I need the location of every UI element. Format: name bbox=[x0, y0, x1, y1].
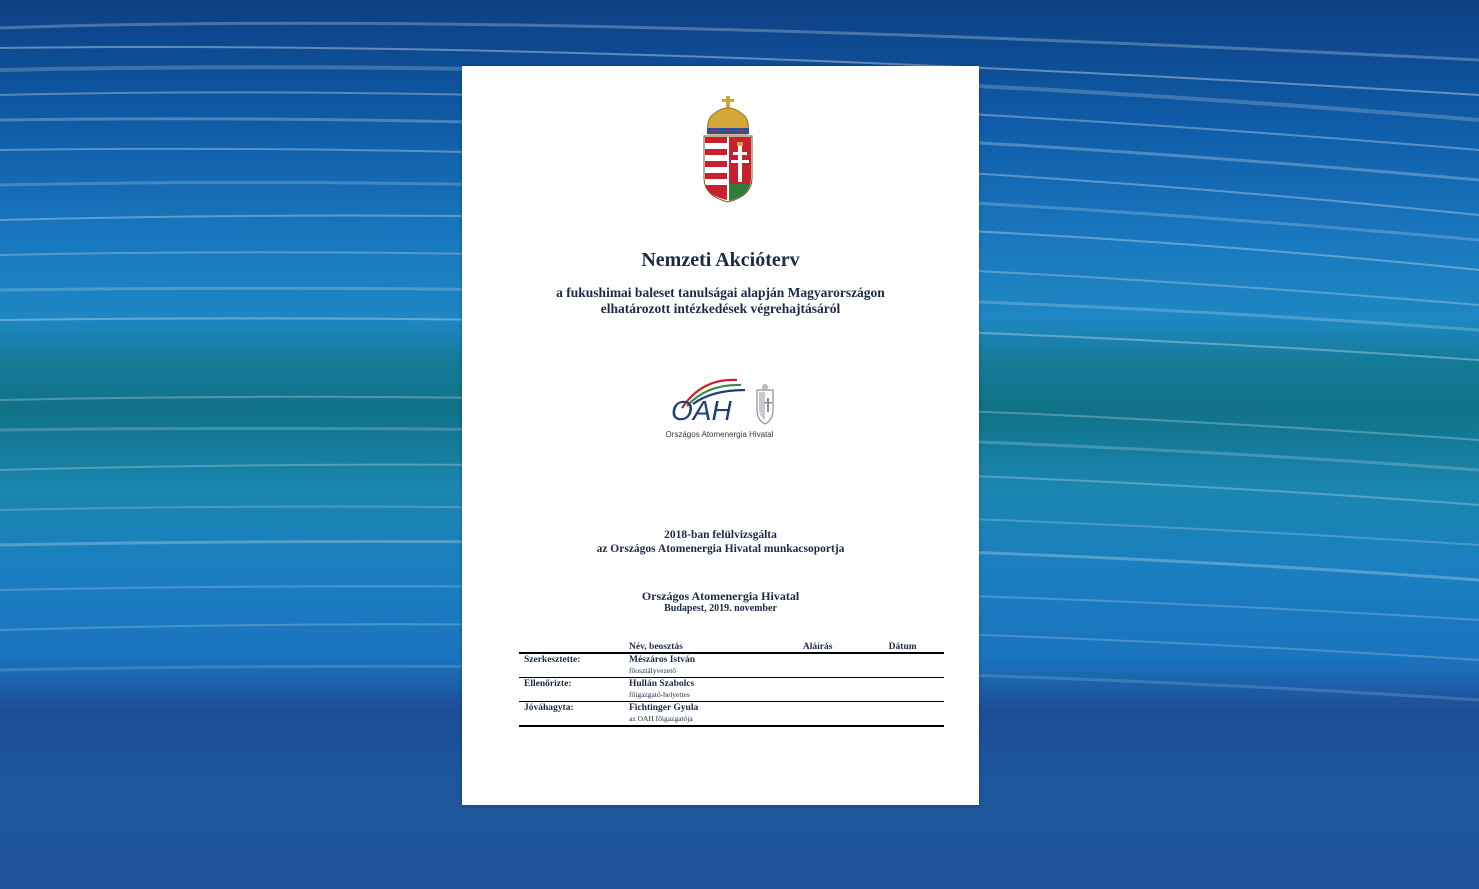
signature-cell bbox=[774, 678, 861, 702]
header-role bbox=[519, 639, 629, 653]
table-row bbox=[519, 678, 944, 702]
review-line: az Országos Atomenergia Hivatal munkacsoportja bbox=[596, 543, 845, 555]
publisher-block bbox=[482, 589, 959, 615]
table-row bbox=[519, 702, 944, 727]
document-title: Nemzeti Akcióterv bbox=[641, 249, 800, 271]
row-position: főosztályvezető bbox=[629, 666, 677, 675]
date-cell bbox=[861, 653, 944, 678]
row-role: Szerkesztette: bbox=[524, 655, 581, 665]
date-cell bbox=[861, 702, 944, 727]
row-person: Hullán Szabolcs bbox=[629, 679, 695, 689]
signature-table bbox=[519, 639, 944, 727]
signature-cell bbox=[774, 702, 861, 727]
document-cover-page bbox=[462, 66, 979, 805]
logo-caption: Országos Atomenergia Hivatal bbox=[665, 430, 774, 439]
hungarian-coat-of-arms-icon bbox=[700, 96, 756, 204]
row-person: Fichtinger Gyula bbox=[629, 703, 699, 713]
table-row bbox=[519, 653, 944, 678]
subtitle-line: elhatározott intézkedések végrehajtásáról bbox=[600, 301, 841, 316]
date-cell bbox=[861, 678, 944, 702]
row-person: Mészáros István bbox=[629, 655, 696, 665]
header-name: Név, beosztás bbox=[629, 642, 683, 652]
row-position: az OAH főigazgatója bbox=[629, 714, 693, 723]
organization-name: Országos Atomenergia Hivatal bbox=[641, 589, 800, 603]
review-line: 2018-ban felülvizsgálta bbox=[664, 529, 777, 541]
row-position: főigazgató-helyettes bbox=[629, 690, 690, 699]
document-subtitle bbox=[482, 285, 959, 317]
review-statement bbox=[482, 528, 959, 556]
header-signature: Aláírás bbox=[802, 642, 833, 652]
signature-cell bbox=[774, 653, 861, 678]
table-header-row bbox=[519, 639, 944, 653]
subtitle-line: a fukushimai baleset tanulságai alapján Magyarországon bbox=[556, 285, 885, 300]
place-date: Budapest, 2019. november bbox=[664, 603, 777, 614]
header-date: Dátum bbox=[888, 642, 917, 652]
row-role: Jóváhagyta: bbox=[524, 703, 574, 713]
logo-text: OAH bbox=[671, 395, 732, 426]
row-role: Ellenőrizte: bbox=[524, 679, 572, 689]
